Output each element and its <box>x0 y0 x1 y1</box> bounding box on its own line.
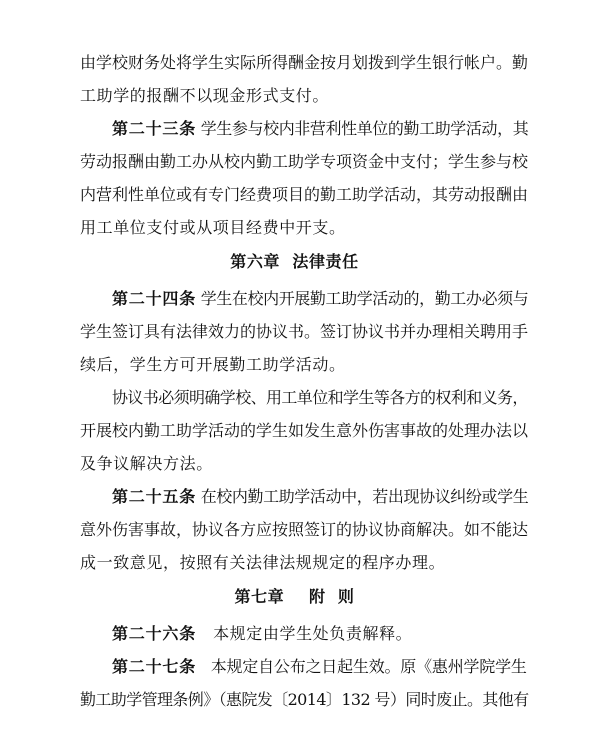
article-26-text: 本规定由学生处负责解释。 <box>213 624 413 643</box>
text-line: 劳动报酬由勤工办从校内勤工助学专项资金中支付；学生参与校 <box>80 152 529 171</box>
article-25-line <box>112 486 528 508</box>
text-line: 由学校财务处将学生实际所得酬金按月划拨到学生银行帐户。勤 <box>80 53 529 72</box>
article-23-number: 第二十三条 <box>112 119 197 138</box>
article-27-text: 本规定自公布之日起生效。原《惠州学院学生 <box>210 657 527 676</box>
article-24-line <box>112 288 528 310</box>
text-line: 协议书必须明确学校、用工单位和学生等各方的权利和义务， <box>112 388 528 407</box>
chapter-6-heading: 第六章 法律责任 <box>230 252 359 271</box>
article-26-number: 第二十六条 <box>112 624 197 643</box>
text-line: 及争议解决方法。 <box>80 454 213 473</box>
article-24-number: 第二十四条 <box>112 289 197 308</box>
article-23-line <box>112 118 528 140</box>
article-26-line <box>112 623 528 645</box>
article-23-text: 学生参与校内非营利性单位的勤工助学活动，其 <box>200 119 529 138</box>
chapter-7-heading: 第七章 附 则 <box>234 587 355 606</box>
text-line: 开展校内勤工助学活动的学生如发生意外伤害事故的处理办法以 <box>80 421 529 440</box>
text-line: 续后，学生方可开展勤工助学活动。 <box>80 355 346 374</box>
text-line: 学生签订具有法律效力的协议书。签订协议书并办理相关聘用手 <box>80 322 529 341</box>
article-27-line <box>112 656 528 678</box>
text-line: 勤工助学管理条例》（惠院发〔2014〕132 号）同时废止。其他有 <box>80 690 529 709</box>
article-25-text: 在校内勤工助学活动中，若出现协议纠纷或学生 <box>200 487 529 506</box>
text-line: 意外伤害事故，协议各方应按照签订的协议协商解决。如不能达 <box>80 520 529 539</box>
article-24-text: 学生在校内开展勤工助学活动的，勤工办必须与 <box>200 289 529 308</box>
article-25-number: 第二十五条 <box>112 487 197 506</box>
text-line: 成一致意见，按照有关法律法规规定的程序办理。 <box>80 553 446 572</box>
text-line: 内营利性单位或有专门经费项目的勤工助学活动，其劳动报酬由 <box>80 185 529 204</box>
text-line: 工助学的报酬不以现金形式支付。 <box>80 86 330 105</box>
article-27-number: 第二十七条 <box>112 657 197 676</box>
text-line: 用工单位支付或从项目经费中开支。 <box>80 218 346 237</box>
